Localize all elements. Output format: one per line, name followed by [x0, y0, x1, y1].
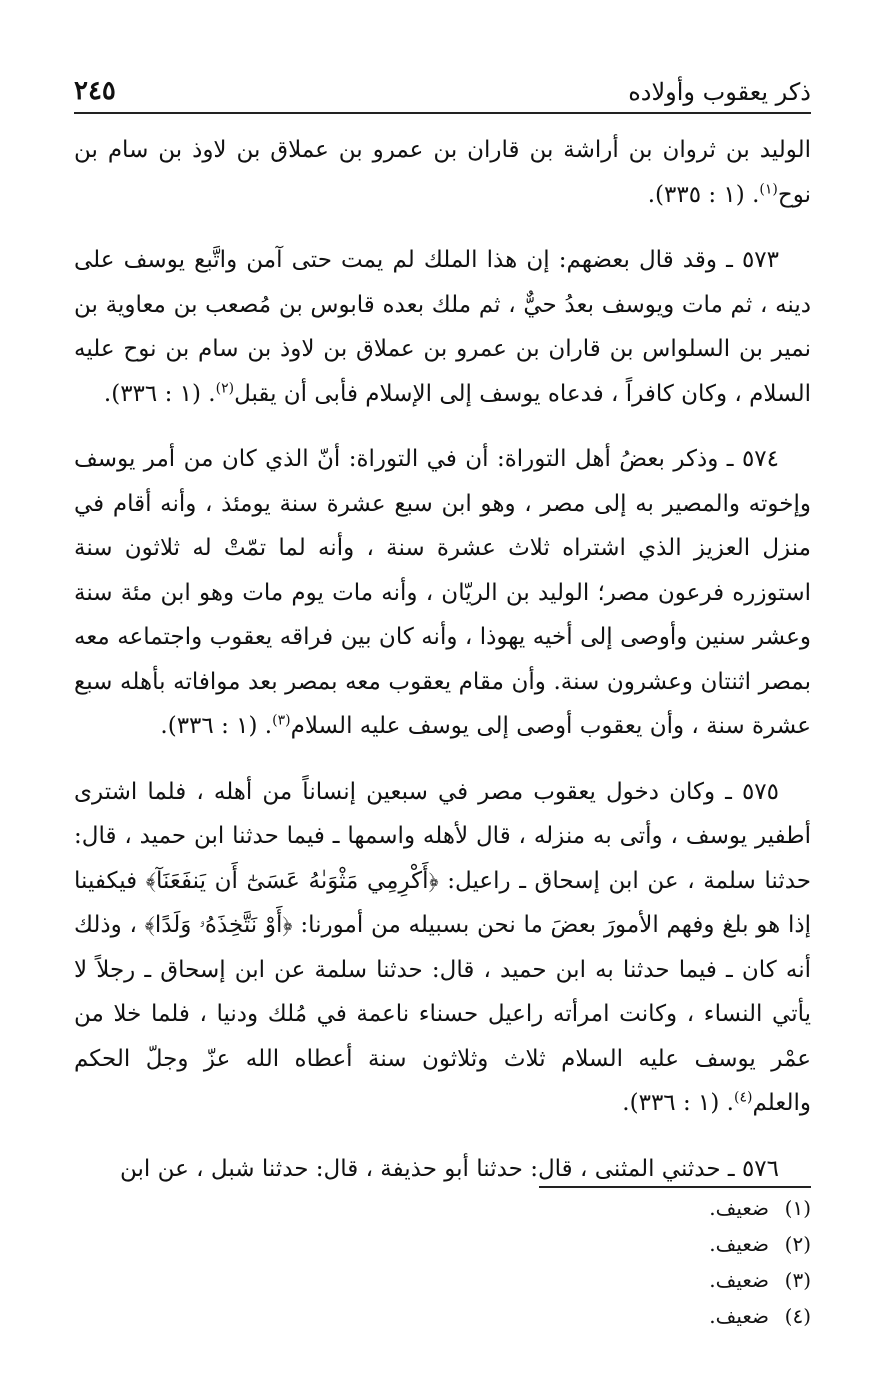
paragraph-574: ٥٧٤ ـ وذكر بعضُ أهل التوراة: أن في التوراة: أنّ الذي كان من أمر يوسف وإخوته والمصير به إلى مصر ، وهو ابن سبع عشرة سنة يومئذ ، وأنه أقام في منزل العزيز الذي اشتراه ثلاث عشرة سنة ، وأنه لما تمّتْ له ثلاثون سنة استوزره فرعون مصر؛ الوليد بن الريّان ، وأنه مات يوم مات وهو ابن مئة سنة وعشر سنين وأوصى إلى أخيه يهوذا ، وأنه كان بين فراقه يعقوب واجتماعه معه بمصر اثنتان وعشرون سنة. وأن مقام يعقوب معه بمصر بعد موافاته بأهله سبع عشرة سنة ، وأن يعقوب أوصى إلى يوسف عليه السلام$^{(٣)}$. (١ : ٣٣٦).	[74, 446, 811, 739]
footnotes	[511, 1190, 811, 1334]
body-text	[74, 128, 811, 1212]
footnote-ref: (٣)	[272, 712, 291, 729]
footnote-item: (١) ضعيف.	[709, 1196, 811, 1220]
paragraph-576: ٥٧٦ ـ حدثني المثنى ، قال: حدثنا أبو حذيفة ، قال: حدثنا شبل ، عن ابن	[120, 1155, 779, 1182]
footnote-divider	[539, 1186, 811, 1188]
page-header	[74, 66, 811, 114]
running-title: ذكر يعقوب وأولاده	[628, 78, 811, 106]
footnote-ref: (٤)	[734, 1089, 753, 1106]
footnote-item: (٤) ضعيف.	[709, 1304, 811, 1328]
paragraph-573: ٥٧٣ ـ وقد قال بعضهم: إن هذا الملك لم يمت حتى آمن واتَّبع يوسف على دينه ، ثم مات ويوسف بعدُ حيٌّ ، ثم ملك بعده قابوس بن مُصعب بن معاوية بن نمير بن السلواس بن قاران بن عمرو بن عملاق بن لاوذ بن سام بن نوح عليه السلام ، وكان كافراً ، فدعاه يوسف إلى الإسلام فأبى أن يقبل$^{(٢)}$. (١ : ٣٣٦).	[74, 247, 811, 407]
paragraph-575: ٥٧٥ ـ وكان دخول يعقوب مصر في سبعين إنساناً من أهله ، فلما اشترى أطفير يوسف ، وأتى به منزله ، قال لأهله واسمها ـ فيما حدثنا ابن حميد ، قال: حدثنا سلمة ، عن ابن إسحاق ـ راعيل: ﴿أَكْرِمِي مَثْوَىٰهُ عَسَىٰٓ أَن يَنفَعَنَآ﴾ فيكفينا إذا هو بلغ وفهم الأمورَ بعضَ ما نحن بسبيله من أمورنا: ﴿أَوْ نَتَّخِذَهُۥ وَلَدًا﴾ ، وذلك أنه كان ـ فيما حدثنا به ابن حميد ، قال: حدثنا سلمة عن ابن إسحاق ـ رجلاً لا يأتي النساء ، وكانت امرأته راعيل حسناء ناعمة في مُلك ودنيا ، فلما خلا من عمْر يوسف عليه السلام ثلاث وثلاثون سنة أعطاه الله عزّ وجلّ الحكم والعلم$^{(٤)}$. (١ : ٣٣٦).	[74, 778, 812, 1116]
quran-quote: ﴿أَوْ نَتَّخِذَهُۥ وَلَدًا﴾	[144, 912, 293, 938]
footnote-ref: (١)	[759, 180, 778, 197]
footnote-item: (٣) ضعيف.	[709, 1268, 811, 1292]
quran-quote: ﴿أَكْرِمِي مَثْوَىٰهُ عَسَىٰٓ أَن يَنفَعَنَآ﴾	[145, 867, 439, 894]
footnote-item: (٢) ضعيف.	[709, 1232, 811, 1256]
paragraph-lineage: الوليد بن ثروان بن أراشة بن قاران بن عمرو بن عملاق بن لاوذ بن سام بن نوح$^{(١)}$. (١ : ٣٣٥).	[74, 137, 811, 208]
footnote-ref: (٢)	[215, 379, 235, 396]
page-number: ٢٤٥	[74, 76, 116, 106]
